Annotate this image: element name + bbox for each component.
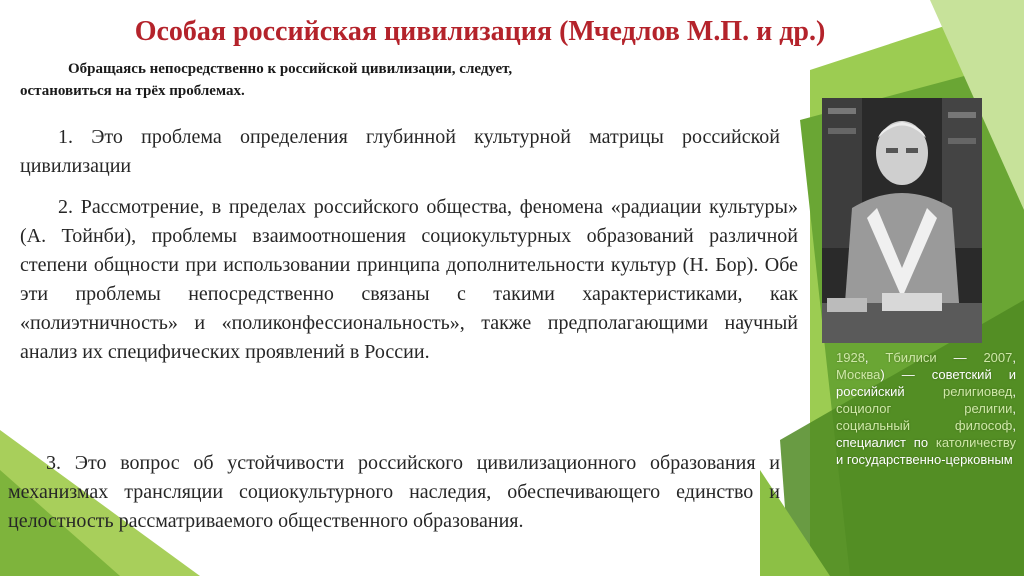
- caption-religion-scholar[interactable]: религиовед: [942, 384, 1013, 399]
- caption-text-1: ) — советский и российский: [836, 367, 1016, 399]
- caption-text-2: , специалист по: [836, 418, 1016, 450]
- caption-comma-1: ,: [1012, 384, 1016, 399]
- caption-city-death[interactable]: Москва: [836, 367, 881, 382]
- portrait-caption: [836, 349, 1016, 468]
- caption-year-birth[interactable]: 1928: [836, 350, 865, 365]
- caption-text-3: и государственно-церковным: [836, 452, 1013, 467]
- caption-sociologist[interactable]: социолог религии: [836, 401, 1013, 416]
- intro-line-2: остановиться на трёх проблемах.: [20, 83, 245, 99]
- point-2: 2. Рассмотрение, в пределах российского общества, феномена «радиации культуры» (А. Тойнби), проблемы взаимоотношения социокультурных образований различной степени общности при использовании принципа дополнительности культур (Н. Бор). Обе эти проблемы непосредственно связаны с такими характеристиками, как «полиэтничность» и «поликонфессиональность», также предполагающими научный анализ их специфических проявлений в России.: [20, 196, 798, 363]
- slide-title: Особая российская цивилизация (Мчедлов М.П. и др.): [134, 16, 826, 47]
- intro-text: [20, 58, 798, 102]
- intro-line-1: Обращаясь непосредственно к российской цивилизации, следует,: [68, 61, 513, 77]
- caption-sep-1: ,: [864, 350, 886, 365]
- portrait-photo: [822, 98, 982, 343]
- caption-philosopher[interactable]: социальный философ: [836, 418, 1013, 433]
- caption-sep-2: ,: [1012, 350, 1016, 365]
- caption-city-birth[interactable]: Тбилиси: [885, 350, 937, 365]
- caption-catholicism[interactable]: католичеству: [935, 435, 1016, 450]
- caption-comma-2: ,: [1012, 401, 1016, 416]
- caption-year-death[interactable]: 2007: [983, 350, 1013, 365]
- point-1: 1. Это проблема определения глубинной культурной матрицы российской цивилизации: [20, 126, 780, 177]
- point-3: 3. Это вопрос об устойчивости российского цивилизационного образования и механизмах трансляции социокультурного наследия, обеспечивающего единство и целостность рассматриваемого общественного образования.: [8, 452, 780, 532]
- caption-dash: —: [936, 350, 984, 365]
